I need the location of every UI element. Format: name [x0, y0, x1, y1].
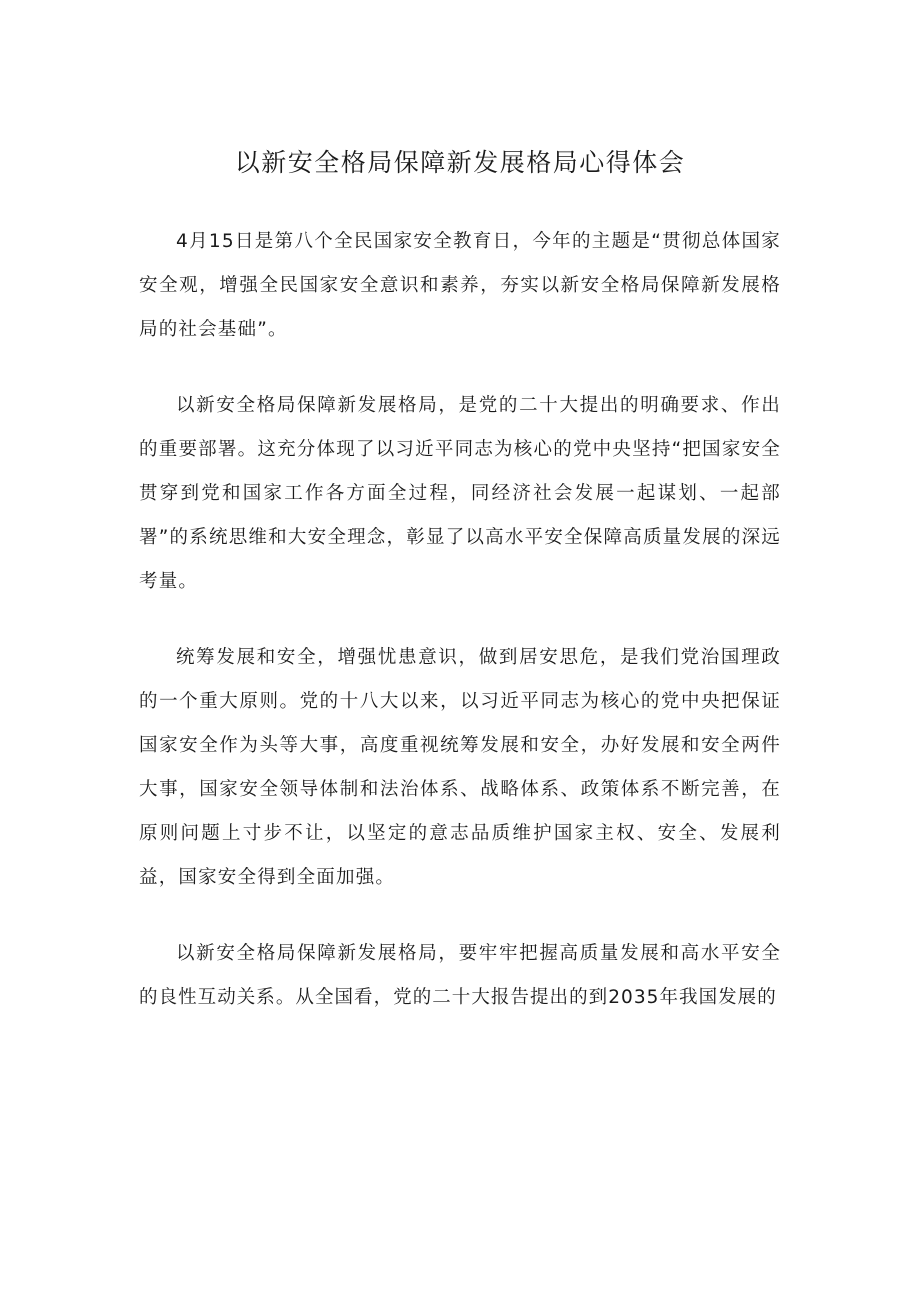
- paragraph-4: 以新安全格局保障新发展格局，要牢牢把握高质量发展和高水平安全的良性互动关系。从全国看，党的二十大报告提出的到2035年我国发展的: [139, 943, 781, 1008]
- document-body: [139, 220, 781, 1052]
- paragraph-3: 统筹发展和安全，增强忧患意识，做到居安思危，是我们党治国理政的一个重大原则。党的十八大以来，以习近平同志为核心的党中央把保证国家安全作为头等大事，高度重视统筹发展和安全，办好发展和安全两件大事，国家安全领导体制和法治体系、战略体系、政策体系不断完善，在原则问题上寸步不让，以坚定的意志品质维护国家主权、安全、发展利益，国家安全得到全面加强。: [139, 647, 781, 888]
- paragraph-1: 4月15日是第八个全民国家安全教育日，今年的主题是“贯彻总体国家安全观，增强全民国家安全意识和素养，夯实以新安全格局保障新发展格局的社会基础”。: [139, 231, 781, 340]
- paragraph-2: 以新安全格局保障新发展格局，是党的二十大提出的明确要求、作出的重要部署。这充分体现了以习近平同志为核心的党中央坚持“把国家安全贯穿到党和国家工作各方面全过程，同经济社会发展一起谋划、一起部署”的系统思维和大安全理念，彰显了以高水平安全保障高质量发展的深远考量。: [139, 395, 781, 592]
- document-title: 以新安全格局保障新发展格局心得体会: [234, 148, 686, 177]
